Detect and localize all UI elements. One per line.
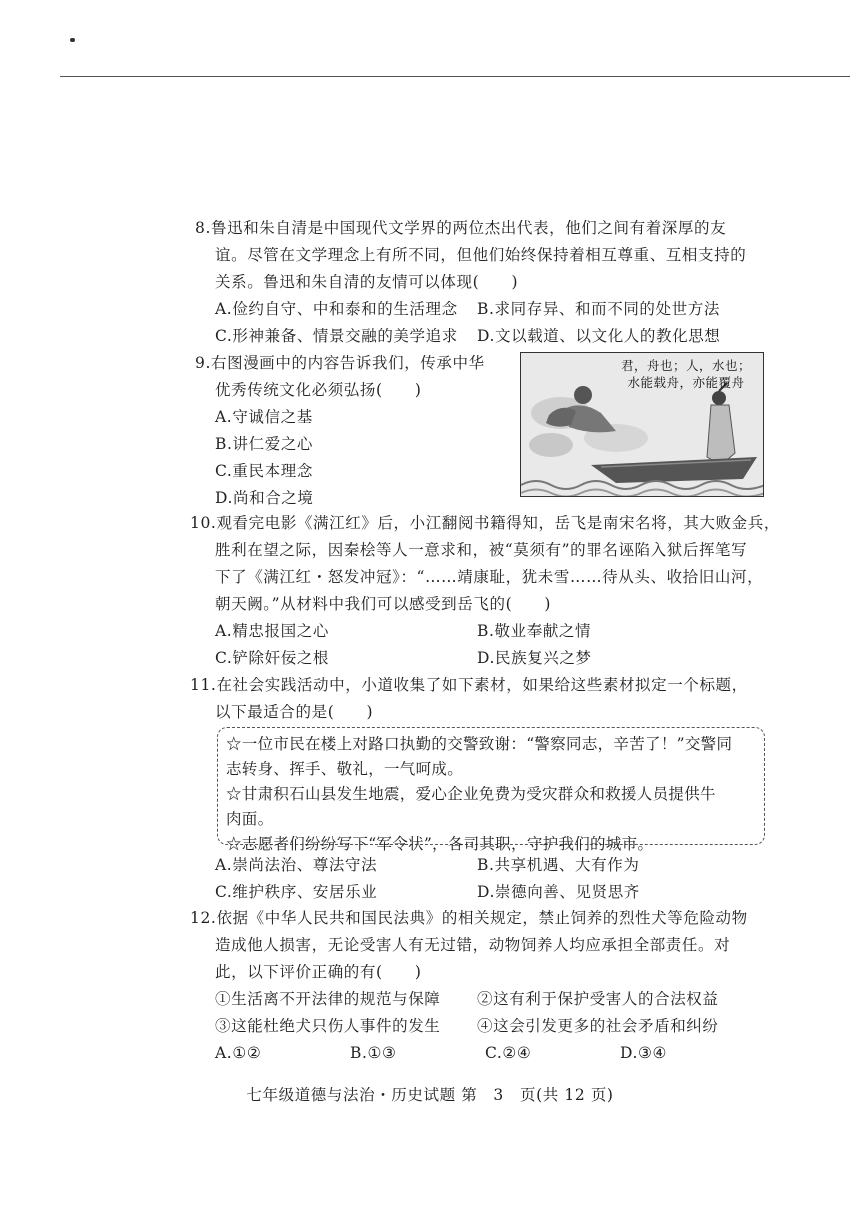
question-8-line: 谊。尽管在文学理念上有所不同，但他们始终保持着相互尊重、互相支持的	[215, 246, 747, 264]
option-d: D.崇德向善、见贤思齐	[477, 883, 640, 901]
option-a: A.守诚信之基	[215, 408, 313, 426]
material-box	[217, 727, 765, 853]
option-c: C.②④	[485, 1044, 532, 1062]
options-row	[195, 1040, 770, 1067]
cartoon-caption-line: 水能载舟，亦能覆舟	[627, 375, 745, 390]
material-line: 志转身、挥手、敬礼，一气呵成。	[226, 760, 464, 778]
cartoon-caption	[621, 357, 751, 391]
option-d: D.尚和合之境	[215, 489, 314, 507]
option-b: B.讲仁爱之心	[215, 435, 314, 453]
option-c: C.重民本理念	[215, 462, 313, 480]
option-a: A.俭约自守、中和泰和的生活理念	[215, 300, 458, 318]
question-12	[190, 905, 770, 1067]
question-11	[190, 672, 770, 726]
question-10-line: 10.观看完电影《满江红》后，小江翻阅书籍得知，岳飞是南宋名将，其大败金兵，	[190, 514, 780, 532]
statements-row	[195, 1013, 770, 1040]
option-a: A.①②	[215, 1044, 262, 1062]
material-line: ☆一位市民在楼上对路口执勤的交警致谢：“警察同志，辛苦了！”交警同	[226, 735, 733, 753]
option-d: D.③④	[620, 1044, 667, 1062]
question-11-options	[195, 852, 770, 906]
options-row	[195, 323, 770, 350]
question-12-line: 造成他人损害，无论受害人有无过错，动物饲养人均应承担全部责任。对	[215, 936, 731, 954]
option-d: D.民族复兴之梦	[477, 649, 592, 667]
option-c: C.铲除奸佞之根	[215, 649, 330, 667]
question-10-line: 胜利在望之际，因秦桧等人一意求和，被“莫须有”的罪名诬陷入狱后挥笔写	[215, 541, 748, 559]
option-c: C.维护秩序、安居乐业	[215, 883, 378, 901]
options-row	[195, 618, 770, 645]
statements-row	[195, 986, 770, 1013]
option-b: B.①③	[350, 1044, 397, 1062]
statement-1: ①生活离不开法律的规范与保障	[215, 990, 441, 1008]
question-10	[190, 510, 780, 672]
option-d: D.文以载道、以文化人的教化思想	[477, 327, 721, 345]
options-row	[195, 879, 770, 906]
option-a: A.崇尚法治、尊法守法	[215, 856, 378, 874]
question-9-line: 9.右图漫画中的内容告诉我们，传承中华	[195, 354, 485, 372]
material-line: 肉面。	[226, 810, 274, 828]
material-line: ☆甘肃积石山县发生地震，爱心企业免费为受灾群众和救援人员提供牛	[226, 785, 716, 803]
question-9-line: 优秀传统文化必须弘扬( )	[215, 381, 422, 399]
question-10-line: 朝天阙。”从材料中我们可以感受到岳飞的( )	[215, 595, 552, 613]
options-row	[195, 852, 770, 879]
question-12-line: 12.依据《中华人民共和国民法典》的相关规定，禁止饲养的烈性犬等危险动物	[190, 909, 748, 927]
option-c: C.形神兼备、情景交融的美学追求	[215, 327, 458, 345]
statement-3: ③这能杜绝犬只伤人事件的发生	[215, 1017, 441, 1035]
option-b: B.共享机遇、大有作为	[477, 856, 640, 874]
scan-speck	[70, 38, 75, 42]
question-8-line: 关系。鲁迅和朱自清的友情可以体现( )	[215, 273, 519, 291]
question-8	[195, 215, 770, 350]
header-rule	[60, 76, 850, 77]
material-line: ☆志愿者们纷纷写下“军令状”，各司其职，守护我们的城市。	[226, 835, 654, 853]
question-8-line: 8.鲁迅和朱自清是中国现代文学界的两位杰出代表，他们之间有着深厚的友	[195, 219, 727, 237]
question-12-line: 此，以下评价正确的有( )	[215, 963, 422, 981]
options-row	[195, 645, 770, 672]
statement-4: ④这会引发更多的社会矛盾和纠纷	[477, 1017, 719, 1035]
options-row	[195, 296, 770, 323]
page-footer: 七年级道德与法治・历史试题 第 3 页(共 12 页)	[246, 1086, 614, 1104]
cartoon-caption-line: 君，舟也；人，水也；	[620, 358, 751, 373]
question-11-line: 以下最适合的是( )	[215, 703, 374, 721]
option-a: A.精忠报国之心	[215, 622, 329, 640]
question-11-line: 11.在社会实践活动中，小道收集了如下素材，如果给这些素材拟定一个标题，	[190, 676, 748, 694]
question-10-line: 下了《满江红・怒发冲冠》：“……靖康耻，犹未雪……待从头、收拾旧山河，	[215, 568, 764, 586]
statement-2: ②这有利于保护受害人的合法权益	[477, 990, 719, 1008]
question-9	[195, 350, 515, 512]
cartoon-image	[520, 352, 764, 497]
option-b: B.敬业奉献之情	[477, 622, 592, 640]
option-b: B.求同存异、和而不同的处世方法	[477, 300, 720, 318]
